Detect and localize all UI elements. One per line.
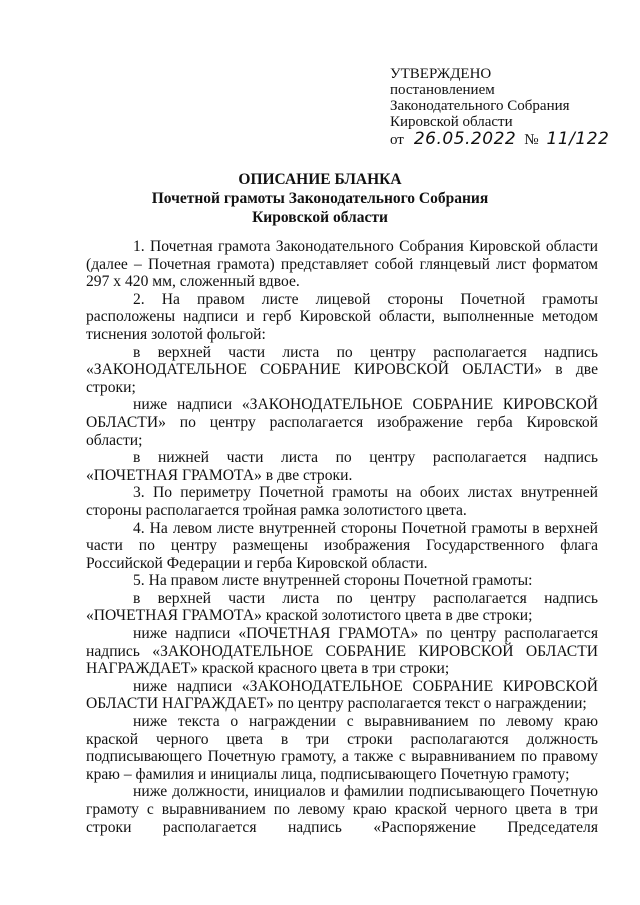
paragraph: в верхней части листа по центру располагается надпись «ЗАКОНОДАТЕЛЬНОЕ СОБРАНИЕ КИРОВСКОЙ ОБЛАСТИ» в две строки; <box>86 343 598 396</box>
handwritten-date: 26.05.2022 <box>413 129 517 149</box>
date-number-row <box>390 131 610 148</box>
approved-label: УТВЕРЖДЕНО <box>390 66 492 82</box>
paragraph: в верхней части листа по центру располагается надпись «ПОЧЕТНАЯ ГРАМОТА» краской золотистого цвета в две строки; <box>86 589 598 625</box>
handwritten-number: 11/122 <box>546 129 610 149</box>
title-line-1: ОПИСАНИЕ БЛАНКА <box>238 171 402 188</box>
paragraph: в нижней части листа по центру располагается надпись «ПОЧЕТНАЯ ГРАМОТА» в две строки. <box>86 449 598 484</box>
paragraph: 1. Почетная грамота Законодательного Собрания Кировской области (далее – Почетная грамота) представляет собой глянцевый лист форматом 297 х 420 мм, сложенный вдвое. <box>86 238 598 291</box>
paragraph: 3. По периметру Почетной грамоты на обоих листах внутренней стороны располагается тройная рамка золотистого цвета. <box>86 484 598 519</box>
title-line-2: Почетной грамоты Законодательного Собрания <box>151 190 489 207</box>
from-label: от <box>390 132 404 148</box>
paragraph: 2. На правом листе лицевой стороны Почетной грамоты расположены надписи и герб Кировской области, выполненные методом тиснения золотой фольгой: <box>86 290 598 343</box>
document-body <box>86 238 598 836</box>
paragraph: 4. На левом листе внутренней стороны Почетной грамоты в верхней части по центру размещены изображения Государственного флага Российской Федерации и герба Кировской области. <box>86 519 598 572</box>
number-sign: № <box>524 132 539 148</box>
region-label: Кировской области <box>390 114 513 130</box>
approval-block <box>390 66 610 148</box>
title-line-3: Кировской области <box>252 209 388 226</box>
assembly-label: Законодательного Собрания <box>390 98 570 114</box>
paragraph: ниже надписи «ЗАКОНОДАТЕЛЬНОЕ СОБРАНИЕ КИРОВСКОЙ ОБЛАСТИ» по центру располагается изображение герба Кировской области; <box>86 396 598 449</box>
paragraph: ниже текста о награждении с выравниванием по левому краю краской черного цвета в три строки располагаются должность подписывающего Почетную грамоту, а также с выравниванием по правому краю – фамилия и инициалы лица, подписывающего Почетную грамоту; <box>86 713 598 783</box>
paragraph: ниже надписи «ПОЧЕТНАЯ ГРАМОТА» по центру располагается надпись «ЗАКОНОДАТЕЛЬНОЕ СОБРАНИЕ КИРОВСКОЙ ОБЛАСТИ НАГРАЖДАЕТ» краской красного цвета в три строки; <box>86 625 598 678</box>
paragraph: 5. На правом листе внутренней стороны Почетной грамоты: <box>133 572 533 590</box>
paragraph: ниже должности, инициалов и фамилии подписывающего Почетную грамоту с выравниванием по левому краю краской черного цвета в три строки располагается надпись «Распоряжение Председателя <box>86 783 598 836</box>
document-title <box>0 170 640 227</box>
paragraph: ниже надписи «ЗАКОНОДАТЕЛЬНОЕ СОБРАНИЕ КИРОВСКОЙ ОБЛАСТИ НАГРАЖДАЕТ» по центру располагается текст о награждении; <box>86 677 598 713</box>
resolution-label: постановлением <box>390 82 495 98</box>
